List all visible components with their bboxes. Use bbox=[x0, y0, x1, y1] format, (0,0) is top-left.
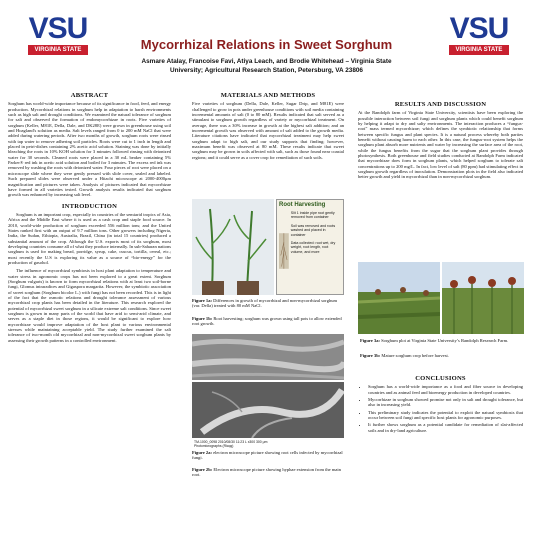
author-list: Asmare Atalay, Francoise Favi, Atiya Leach, and Brodie Whitehead – Virginia State bbox=[141, 58, 392, 65]
figure-1a-text: Differences in growth of mycorrhizal and non-mycorrhizal sorghum (var. Della) treated with 80 mM NaCl. bbox=[192, 298, 338, 309]
figure-1b-text: Root harvesting; sorghum was grown using tall pots to allow extended root growth. bbox=[192, 316, 342, 327]
figure-3a-field-photo bbox=[358, 262, 440, 334]
vsu-logo-banner-right: VIRGINIA STATE bbox=[449, 45, 509, 55]
conclusions-heading: CONCLUSIONS bbox=[415, 375, 466, 382]
figure-3a-caption bbox=[360, 338, 525, 343]
left-column bbox=[8, 93, 171, 346]
micrograph-scale-label bbox=[194, 440, 344, 448]
figure-2a-label: Figure 2a: bbox=[192, 450, 212, 455]
figure-2b-caption bbox=[192, 467, 344, 478]
methods-heading: MATERIALS AND METHODS bbox=[220, 92, 316, 99]
conclusions-list bbox=[358, 384, 523, 433]
abstract-text: Sorghum has world-wide importance because of its significance in food, feed, and energy production. Mycorrhizal relations in sorghum help in adaptation to harsh environments such as high salt and drought conditions. We examined the natural tolerance of sorghum for salt and observed the formation of endomycorrhizae in roots. Five varieties of sorghum (Keller, M81E, Della, Dale, and DK28E) were grown in greenhouse using soil and Hoagland's solution as media. Salt levels ranged from 0 to 200 mM NaCl that were added during watering periods. After two months of growth, sorghum roots were rinsed with tap water to remove adhering soil particles. Roots were cut to 1 inch in length and placed in petri-dishes containing 2% acetic acid solution. Staining was done by initially bleaching the roots in 10% KOH solution for 3 minutes followed rinsing with deionized water for 30 seconds. Cleaned roots were placed in a 30 mL beaker containing 5% Parker® red ink in acetic acid solution and boiled for 3 minutes. The excess red ink was removed by washing the roots with deionized water. Four pieces of root were placed on a microscope slide where they were gently pressed with slide cover, sealed and labeled. Such prepared slides were observed under a Hitachi microscope at 2000-4000μm magnification and pictures were taken. Analysis of pictures indicated that mycorrhizae have formed in all varieties tested. Growth analysis results indicated that sorghum growth was enhanced by increasing salt level. bbox=[8, 101, 171, 198]
root-point-2: Soil was removed and roots washed and placed in container bbox=[290, 223, 336, 237]
introduction-paragraph-2: The influence of mycorrhizal symbiosis in host plant adaptation to temperature and water stress in agronomic crops has not been explored to a great extent. Sorghum (Sorghum vulgaris) is known to form mycorrhizal relations with at least two soil-borne fungi, Glomus intraradices and Gigaspora margarita. However, the symbiotic association of sweet sorghum (Sorghum bicolor L.) with fungi has not been recorded. This is in light of the fact that the osmotic relations and drought tolerance assessment of various mycorrhizal crop plants has been detailed in the literature. This research explored the potential of mycorrhizal sweet sorghum in a silicate extreme salt conditions. Since sweet sorghum is grown in many parts of the world that have arid to semi-arid climate, and serves as a staple diet in those regions, it would be significant to explore how mycorrhizae would improve adaptation of the host plant to various environmental stresses while maintaining acceptable yield. The study further examined the salt tolerance of two-month old mycorrhizal and non-mycorrhizal sweet sorghum plants by assessing their growth patterns in a controlled environment. bbox=[8, 268, 171, 343]
figure-3b-label: Figure 3b: bbox=[360, 353, 381, 358]
figure-2a-micrograph bbox=[192, 334, 344, 380]
results-heading: RESULTS AND DISCUSSION bbox=[394, 101, 487, 108]
figure-2b-label: Figure 2b: bbox=[192, 467, 213, 472]
figure-3b-caption bbox=[360, 353, 525, 358]
root-point-3: Data collected: root wet, dry weight, root length, root volume, and more bbox=[290, 241, 336, 254]
conclusion-item: • It further shows sorghum as a potential candidate for remediation of slat-affected soils and in dry-land agriculture. bbox=[368, 422, 523, 433]
vsu-logo-text: VSU bbox=[28, 12, 88, 45]
right-column bbox=[358, 102, 523, 183]
conclusion-item: • Sorghum has a world-wide importance as a food and fiber source in developing countries and as animal feed and bioenergy production in developed countries. bbox=[368, 384, 523, 395]
root-point-1: Slit 1 inside pipe root gently removed from container bbox=[290, 211, 335, 220]
figure-1a-caption bbox=[192, 298, 344, 309]
conclusion-item: • Mycorrhizae in sorghum showed promise not only in salt and drought tolerance, but also in increasing yield. bbox=[368, 397, 523, 408]
poster-header bbox=[0, 0, 533, 90]
middle-column bbox=[192, 93, 344, 163]
results-text: At the Randolph farm of Virginia State University, scientists have been exploring the possible interaction between soil fungi and sorghum plants which could benefit sorghum by helping it adapt to dry and salty environments. The interaction produces a “fungus-root” mass termed mycorrhizae; which defines the symbiotic relationship that forms between specific fungus and plant species. It is a natural process whereby both parties benefit without causing harm to each other. In this case, the fungus-root system helps the sorghum plant absorb more nutrients and water by increasing the surface area of the root, while the fungus benefits from the sugar that the sorghum plant provides through photosynthesis. Both greenhouse and field studies conducted at Randolph Farm indicated that mycorrhizae does form in sorghum plants, which helped sorghum to tolerate salt concentrations up to 200 mg/L. In fact, low level of salt (80 ppm) had stimulating effect in sorghum growth regardless of inoculation. Demonstration plots in the field also indicated better growth and yield in mycorrhizal than in non-mycorrhizal sorghum. bbox=[358, 110, 523, 180]
introduction-paragraph-1: Sorghum is an important crop, especially in countries of the semiarid tropics of Asia, Africa and the Middle East where it is used as a cash crop and staple food source. In 2010, world-wide production of sorghum exceeded 556 million tons; and the United States ranked first with an output of 9.7 million tons. Other growers including Nigeria, India, the Sudan, Ethiopia, Australia, Brazil, China (in total 15 countries) produced a substantial amount of the crop. Although the U.S. exports most of its sorghum, most developing countries consume all of what they produce internally. In sub-Saharan nations sorghum is used for making bread, porridge, syrup, cake, cuscus, tortilla, cereal, etc.; most recently the U.S is exploring its value as a source of “bio-energy” for the production of gasohol. bbox=[8, 211, 171, 265]
figure-3b-crop-photo bbox=[442, 262, 524, 334]
figure-2b-text: Electron microscope picture showing hyphae extension from the main root. bbox=[192, 467, 341, 478]
figure-1b-caption bbox=[192, 316, 344, 327]
figure-1a-label: Figure 1a: bbox=[192, 298, 212, 303]
introduction-heading: INTRODUCTION bbox=[61, 202, 118, 210]
figure-1b-label: Figure 1b: bbox=[192, 316, 213, 321]
root-harvesting-points bbox=[291, 211, 341, 291]
figure-3a-text: Sorghum plot at Virginia State University’s Randolph Research Farm. bbox=[380, 338, 509, 343]
conclusions-section bbox=[358, 376, 523, 435]
root-photo bbox=[279, 211, 289, 291]
affiliation: University; Agricultural Research Station, Petersburg, VA 23806 bbox=[170, 67, 363, 74]
methods-text: Five varieties of sorghum (Della, Dale, Keller, Sugar Drip, and M81E) were challenged to grow in pots under greenhouse conditions with soil media containing incremental amounts of salt (0 to 80 mM). Results indicated that salt served as a stimulant to sorghum growth regardless of variety or mycorrhizal treatment. On average, there was a 30% increase in growth at the highest salt addition; and an incremental growth was observed with amount of salt added to the growth media. Literature citations have indicated that mycorrhizal treatment may help sweet sorghum adapt to high salt, and our study supports that finding; however, maximum benefit was observed at 80 mM. These results indicate that sweet sorghum may be grown in soils affected with salt, such as those found near coastal regions; and it could serve as a cover crop for remediation of such soils. bbox=[192, 101, 344, 160]
figure-2b-micrograph bbox=[192, 382, 344, 438]
figure-3b-text: Mature sorghum crop before harvest. bbox=[380, 353, 449, 358]
vsu-logo-text-right: VSU bbox=[449, 12, 509, 45]
figure-2a-text: electron microscope picture showing root cells infected by mycorrhizal fungi. bbox=[192, 450, 343, 461]
vsu-logo-right bbox=[447, 14, 511, 66]
conclusion-item: • This preliminary study indicates the potential to exploit the natural symbiosis that occur between soil fungi and specific host plants for agronomic purposes. bbox=[368, 410, 523, 421]
figure-3a-label: Figure 3a: bbox=[360, 338, 380, 343]
micrograph-info: TM-1000_0098 2010/08/30 11:23 L x300 300 μm bbox=[194, 440, 268, 444]
figure-1a-image bbox=[192, 199, 274, 295]
abstract-heading: ABSTRACT bbox=[70, 92, 109, 99]
vsu-logo-banner: VIRGINIA STATE bbox=[28, 45, 88, 55]
micrograph-sub: Photomicrographs (Ricqq) bbox=[194, 444, 234, 448]
figure-2a-caption bbox=[192, 450, 344, 461]
root-harvesting-title: Root Harvesting bbox=[279, 202, 326, 208]
poster-title: Mycorrhizal Relations in Sweet Sorghum bbox=[140, 37, 393, 52]
figure-1b-root-harvesting bbox=[276, 199, 344, 295]
